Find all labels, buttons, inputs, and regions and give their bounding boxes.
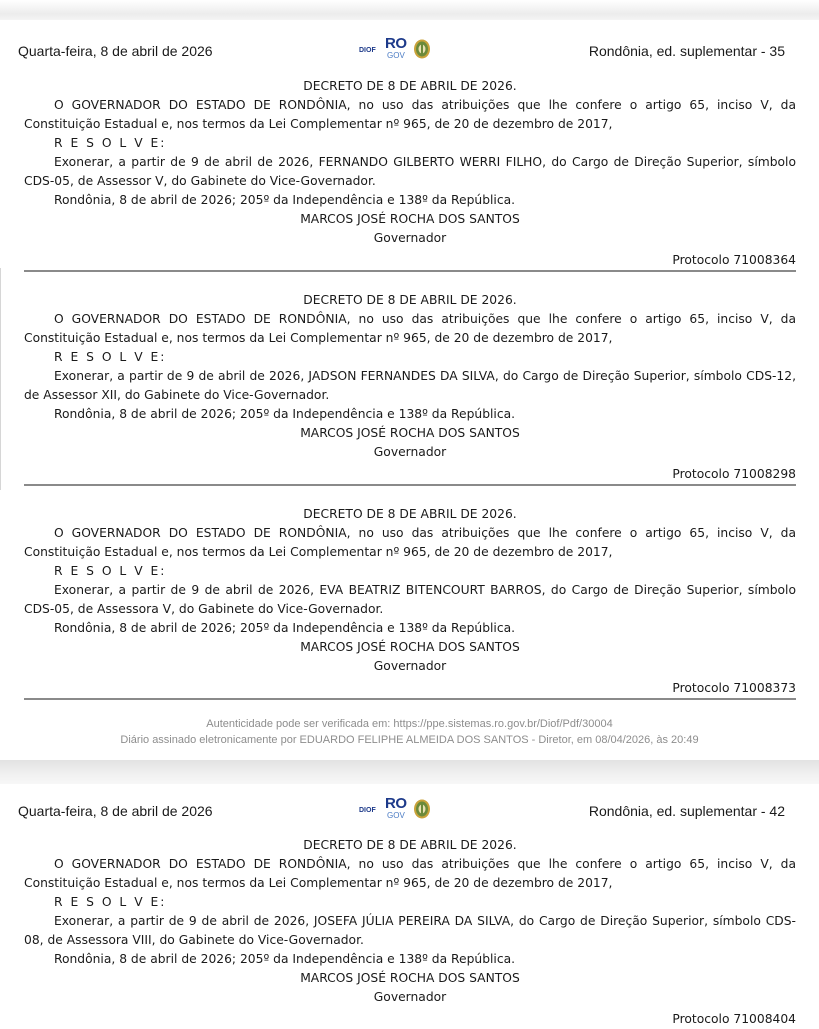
decree-body: Exonerar, a partir de 9 de abril de 2026, JOSEFA JÚLIA PEREIRA DA SILVA, do Cargo de Direção Superior, símbolo CDS-08, de Assessora VIII, do Gabinete do Vice-Governador.: [24, 914, 796, 947]
page-top-edge: [0, 0, 819, 20]
divider-rule: [24, 484, 796, 486]
decree-preamble: O GOVERNADOR DO ESTADO DE RONDÔNIA, no uso das atribuições que lhe confere o artigo 65, inciso V, da Constituição Estadual e, nos termos da Lei Complementar nº 965, de 20 de dezembro de 2017,: [24, 526, 796, 559]
decree-body: Exonerar, a partir de 9 de abril de 2026, EVA BEATRIZ BITENCOURT BARROS, do Cargo de Direção Superior, símbolo CDS-05, de Assessora V, do Gabinete do Vice-Governador.: [24, 583, 796, 616]
decree-place-date: Rondônia, 8 de abril de 2026; 205º da Independência e 138º da República.: [54, 952, 516, 966]
decree-body: Exonerar, a partir de 9 de abril de 2026, JADSON FERNANDES DA SILVA, do Cargo de Direção Superior, símbolo CDS-12, de Assessor XII, do Gabinete do Vice-Governador.: [24, 369, 796, 402]
state-seal-icon: [413, 798, 431, 820]
page-header: [0, 796, 819, 826]
logo-gov-text: GOV: [387, 811, 405, 820]
header-date: Quarta-feira, 8 de abril de 2026: [18, 803, 213, 819]
header-edition: Rondônia, ed. suplementar - 35: [588, 43, 785, 59]
decree-preamble: O GOVERNADOR DO ESTADO DE RONDÔNIA, no uso das atribuições que lhe confere o artigo 65, inciso V, da Constituição Estadual e, nos termos da Lei Complementar nº 965, de 20 de dezembro de 2017,: [24, 857, 796, 890]
decree-body: Exonerar, a partir de 9 de abril de 2026, FERNANDO GILBERTO WERRI FILHO, do Cargo de Direção Superior, símbolo CDS-05, de Assessor V, do Gabinete do Vice-Governador.: [24, 155, 796, 188]
header-date: Quarta-feira, 8 de abril de 2026: [18, 43, 213, 59]
decree-protocol: Protocolo 71008373: [672, 681, 796, 695]
decree-resolve: R E S O L V E:: [54, 895, 167, 909]
page-header: [0, 36, 819, 66]
decree-place-date: Rondônia, 8 de abril de 2026; 205º da Independência e 138º da República.: [54, 621, 516, 635]
decree-title: DECRETO DE 8 DE ABRIL DE 2026.: [303, 79, 517, 93]
decree-title: DECRETO DE 8 DE ABRIL DE 2026.: [303, 838, 517, 852]
decree-resolve: R E S O L V E:: [54, 564, 167, 578]
authenticity-note: Autenticidade pode ser verificada em: https://ppe.sistemas.ro.gov.br/Diof/Pdf/30004: [206, 718, 613, 730]
diof-ro-gov-logo: [359, 36, 439, 66]
decree-role: Governador: [373, 445, 447, 459]
decree-signer: MARCOS JOSÉ ROCHA DOS SANTOS: [300, 640, 520, 654]
decree-resolve: R E S O L V E:: [54, 136, 167, 150]
logo-gov-text: GOV: [387, 51, 405, 60]
state-seal-icon: [413, 38, 431, 60]
decree-preamble: O GOVERNADOR DO ESTADO DE RONDÔNIA, no uso das atribuições que lhe confere o artigo 65, inciso V, da Constituição Estadual e, nos termos da Lei Complementar nº 965, de 20 de dezembro de 2017,: [24, 98, 796, 131]
decree-protocol: Protocolo 71008298: [672, 467, 796, 481]
decree-1: [24, 77, 796, 270]
decree-3: [24, 505, 796, 698]
decree-title: DECRETO DE 8 DE ABRIL DE 2026.: [303, 507, 517, 521]
decree-role: Governador: [373, 659, 447, 673]
decree-title: DECRETO DE 8 DE ABRIL DE 2026.: [303, 293, 517, 307]
decree-protocol: Protocolo 71008364: [672, 253, 796, 267]
logo-ro-text: RO: [385, 795, 407, 812]
signature-note: Diário assinado eletronicamente por EDUARDO FELIPHE ALMEIDA DOS SANTOS - Diretor, em 08/04/2026, às 20:49: [120, 734, 699, 746]
decree-signer: MARCOS JOSÉ ROCHA DOS SANTOS: [300, 971, 520, 985]
header-edition: Rondônia, ed. suplementar - 42: [588, 803, 785, 819]
decree-preamble: O GOVERNADOR DO ESTADO DE RONDÔNIA, no uso das atribuições que lhe confere o artigo 65, inciso V, da Constituição Estadual e, nos termos da Lei Complementar nº 965, de 20 de dezembro de 2017,: [24, 312, 796, 345]
decree-protocol: Protocolo 71008404: [672, 1012, 796, 1026]
decree-place-date: Rondônia, 8 de abril de 2026; 205º da Independência e 138º da República.: [54, 407, 516, 421]
decree-role: Governador: [373, 990, 447, 1004]
decree-role: Governador: [373, 231, 447, 245]
page-gap: [0, 760, 819, 784]
logo-diof-text: DIOF: [359, 807, 376, 814]
decree-signer: MARCOS JOSÉ ROCHA DOS SANTOS: [300, 212, 520, 226]
diof-ro-gov-logo: [359, 796, 439, 826]
decree-2: [24, 291, 796, 484]
decree-signer: MARCOS JOSÉ ROCHA DOS SANTOS: [300, 426, 520, 440]
page-footer: [0, 716, 819, 748]
logo-ro-text: RO: [385, 35, 407, 52]
decree-resolve: R E S O L V E:: [54, 350, 167, 364]
decree-4: [24, 836, 796, 1029]
divider-rule: [24, 698, 796, 700]
decree-place-date: Rondônia, 8 de abril de 2026; 205º da Independência e 138º da República.: [54, 193, 516, 207]
logo-diof-text: DIOF: [359, 47, 376, 54]
